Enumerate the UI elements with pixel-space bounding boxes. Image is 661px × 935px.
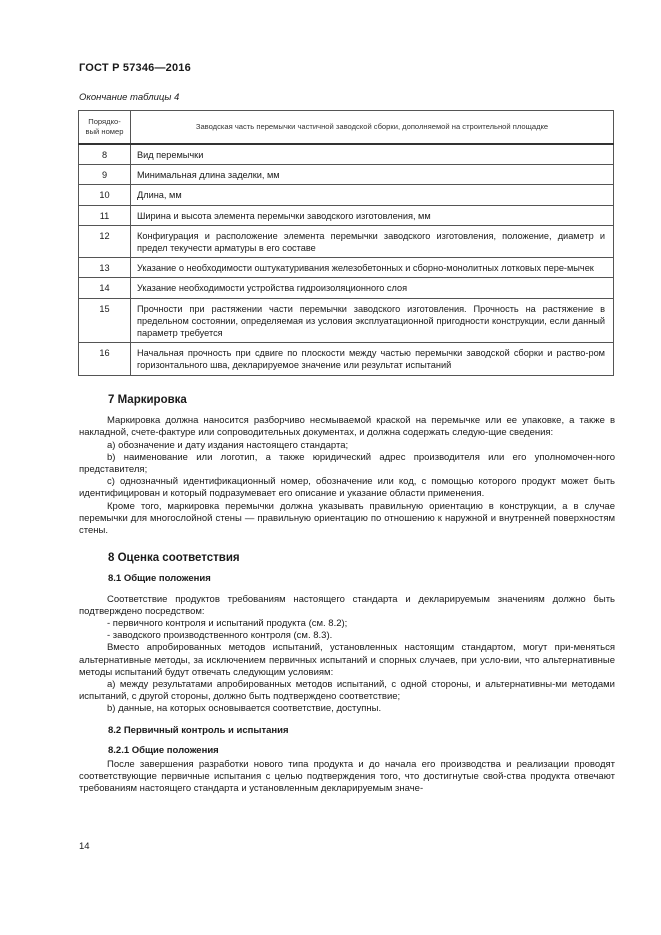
row-text: Прочности при растяжении части перемычки заводского изготовления. Прочность на растяжение в предельном состоянии, определяемая из условия эксплуатационной пригодности конструкции, если данный параметр требуется <box>131 298 614 343</box>
row-number: 16 <box>79 343 131 375</box>
row-text: Ширина и высота элемента перемычки заводского изготовления, мм <box>131 205 614 225</box>
row-number: 11 <box>79 205 131 225</box>
list-item: - заводского производственного контроля (см. 8.3). <box>107 630 333 642</box>
section-8-2-heading: 8.2 Первичный контроль и испытания <box>108 724 289 736</box>
table-row <box>79 185 614 205</box>
row-text: Указание необходимости устройства гидроизоляционного слоя <box>131 278 614 298</box>
row-number: 10 <box>79 185 131 205</box>
table-row <box>79 165 614 185</box>
table-row <box>79 144 614 165</box>
paragraph: Кроме того, маркировка перемычки должна указывать правильную ориентацию в конструкции, а в случае перемычки для многослойной стены — правильную ориентацию по отношению к наружной и внутренней поверхностям стены. <box>79 500 615 537</box>
table-row <box>79 298 614 343</box>
paragraph: Соответствие продуктов требованиям настоящего стандарта и декларируемым значениям должно быть подтверждено посредством: <box>79 593 615 617</box>
section-8-1-heading: 8.1 Общие положения <box>108 573 211 585</box>
row-number: 8 <box>79 144 131 165</box>
document-body <box>79 394 615 796</box>
list-item: a) между результатами апробированных методов испытаний, с одной стороны, и альтернативны-ми методами испытаний, с другой стороны, должно быть подтверждено соответствие; <box>79 679 615 703</box>
table-caption: Окончание таблицы 4 <box>79 92 180 103</box>
paragraph: После завершения разработки нового типа продукта и до начала его производства и реализации проводят соответствующие первичные испытания с целью подтверждения того, что достигнутые свой-ства продукта отвечают требованиям настоящего стандарта и установленным декларируемым значе- <box>79 759 615 795</box>
table-header-row <box>79 111 614 145</box>
row-text: Конфигурация и расположение элемента перемычки заводского изготовления, положение, диаметр и предел текучести арматуры в его составе <box>131 225 614 257</box>
table-4 <box>78 110 614 376</box>
section-8-heading: 8 Оценка соответствия <box>108 552 240 565</box>
row-text: Минимальная длина заделки, мм <box>131 165 614 185</box>
row-number: 13 <box>79 258 131 278</box>
row-text: Вид перемычки <box>131 144 614 165</box>
column-header-number: Порядко-вый номер <box>79 111 131 145</box>
list-item: c) однозначный идентификационный номер, обозначение или код, с помощью которого продукт может быть идентифицирован и который подразумевает его описание и указание области применения. <box>79 476 615 500</box>
table-row <box>79 258 614 278</box>
list-item: b) данные, на которых основывается соответствие, доступны. <box>107 703 382 715</box>
row-text: Длина, мм <box>131 185 614 205</box>
table-row <box>79 343 614 375</box>
table-row <box>79 278 614 298</box>
section-7-heading: 7 Маркировка <box>108 394 187 406</box>
document-id: ГОСТ Р 57346—2016 <box>79 62 191 74</box>
list-item: b) наименование или логотип, а также юридический адрес производителя или его уполномочен-ного представителя; <box>79 451 615 476</box>
table-row <box>79 225 614 257</box>
row-text: Указание о необходимости оштукатуривания железобетонных и сборно-монолитных лотковых пере-мычек <box>131 258 614 278</box>
page-number: 14 <box>79 841 90 852</box>
row-text: Начальная прочность при сдвиге по плоскости между частью перемычки заводской сборки и раство-ром горизонтального шва, декларируемое значение или результат испытаний <box>131 343 614 375</box>
list-item: a) обозначение и дату издания настоящего стандарта; <box>107 439 349 451</box>
row-number: 14 <box>79 278 131 298</box>
section-8-2-1-heading: 8.2.1 Общие положения <box>108 744 219 756</box>
row-number: 12 <box>79 225 131 257</box>
column-header-description: Заводская часть перемычки частичной заводской сборки, дополняемой на строительной площадке <box>131 111 614 145</box>
paragraph: Вместо апробированных методов испытаний, установленных настоящим стандартом, могут при-меняться альтернативные методы, за исключением первичных испытаний и спорных случаев, при усло-вии, что альтернативные методы испытаний будут отвечать следующим условиям: <box>79 642 615 678</box>
list-item: - первичного контроля и испытаний продукта (см. 8.2); <box>107 618 348 630</box>
paragraph: Маркировка должна наносится разборчиво несмываемой краской на перемычке или ее упаковке, а также в накладной, счете-фактуре или сопроводительных документах, и должна содержать следую-щие сведения: <box>79 415 615 439</box>
table-row <box>79 205 614 225</box>
row-number: 15 <box>79 298 131 343</box>
row-number: 9 <box>79 165 131 185</box>
